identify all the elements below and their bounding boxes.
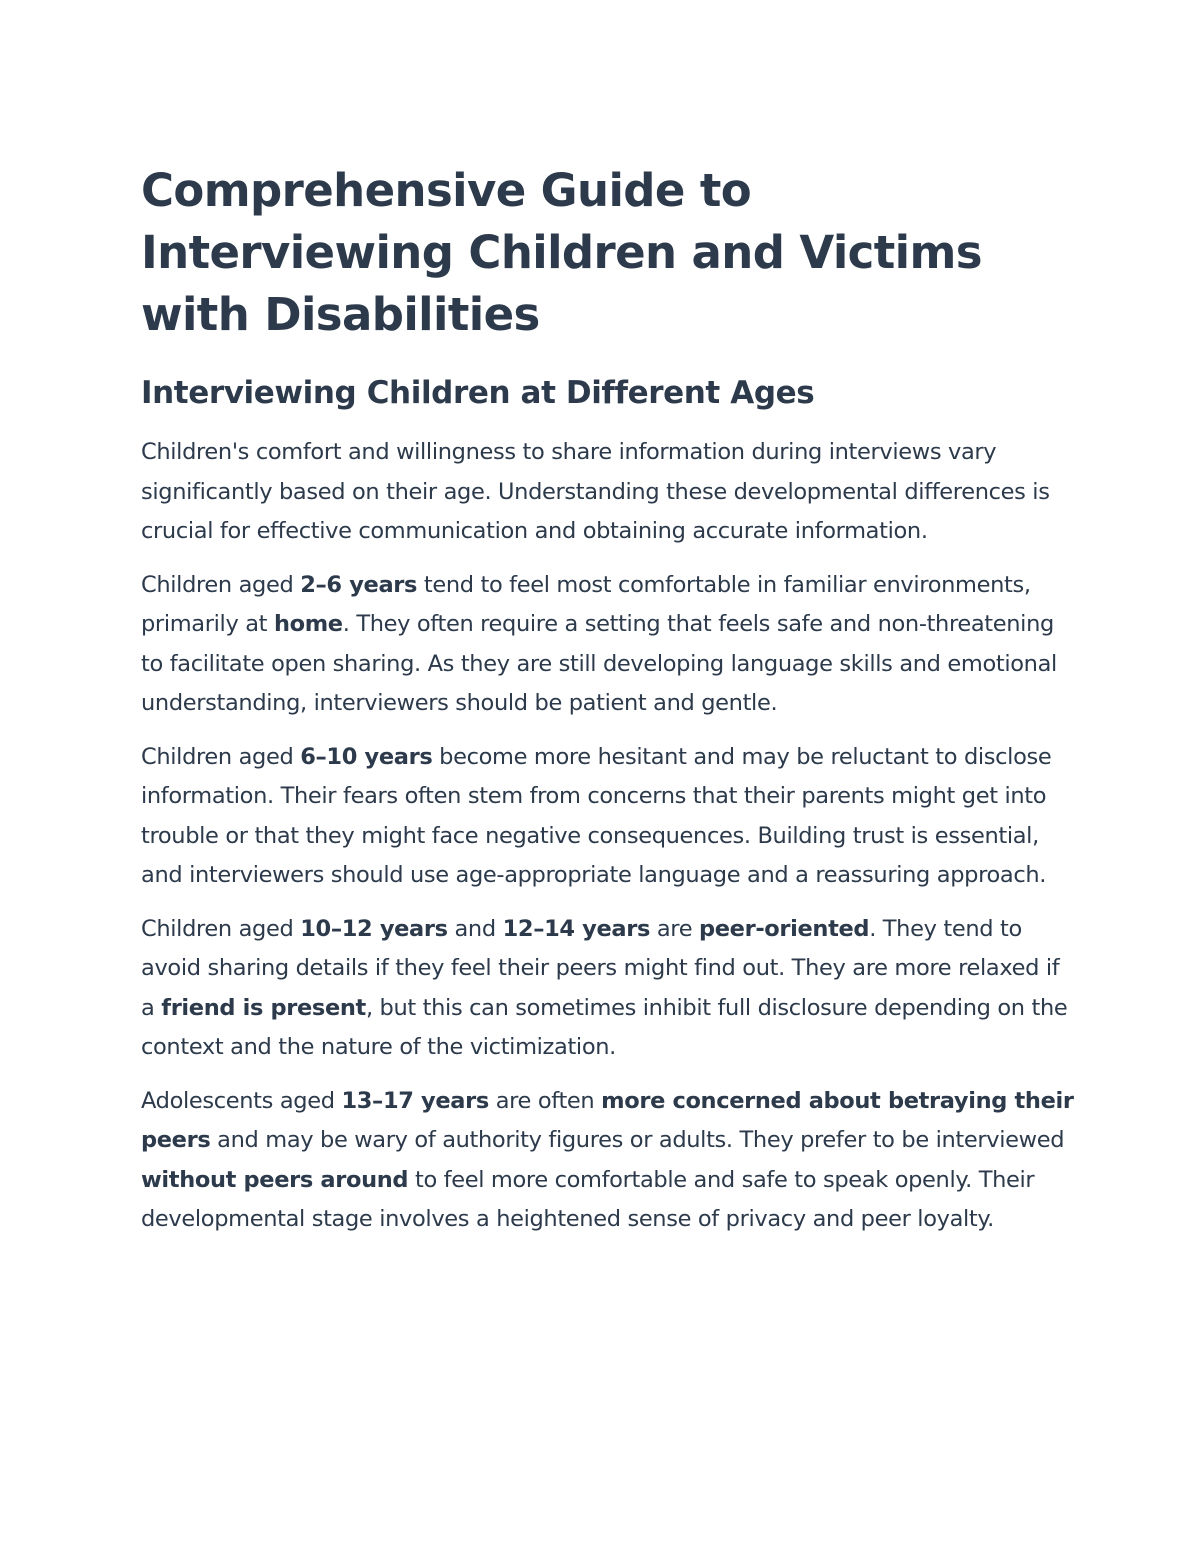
paragraph-text: are often — [488, 1087, 602, 1114]
paragraph-text: Children aged — [141, 743, 301, 770]
paragraph-ages-13-17 — [141, 1082, 1076, 1240]
emphasis-text: 12–14 years — [502, 915, 651, 942]
emphasis-text: 10–12 years — [300, 915, 448, 942]
paragraph-ages-2-6 — [141, 566, 1076, 724]
section-heading: Interviewing Children at Different Ages — [141, 375, 815, 411]
paragraph-text: and — [447, 915, 503, 942]
paragraph-text: tend to feel most comfortable in familiar environments, primarily at — [141, 571, 1031, 637]
emphasis-text: 6–10 years — [300, 743, 433, 770]
emphasis-text: more concerned about betraying their peers — [141, 1087, 1074, 1153]
paragraph-text: are — [650, 915, 699, 942]
paragraph-text: Adolescents aged — [141, 1087, 342, 1114]
intro-paragraph: Children's comfort and willingness to share information during interviews vary significantly based on their age. Understanding these developmental differences is crucial for effective communication and obtaining accurate information. — [141, 439, 1050, 544]
paragraph-text: and may be wary of authority figures or adults. They prefer to be interviewed — [210, 1127, 1065, 1153]
paragraph-text: . They often require a setting that feels safe and non-threatening to facilitate open sharing. As they are still developing language skills and emotional understanding, interviewers should be patient and gentle. — [141, 611, 1057, 716]
document-page — [141, 160, 1076, 1240]
emphasis-text: peer-oriented — [699, 915, 870, 942]
paragraph-text: Children aged — [141, 571, 301, 598]
paragraph-text: to feel more comfortable and safe to speak openly. Their developmental stage involves a heightened sense of privacy and peer loyalty. — [141, 1166, 1035, 1232]
emphasis-text: 2–6 years — [300, 571, 418, 598]
paragraph-text: . They tend to avoid sharing details if they feel their peers might find out. They are more relaxed if a — [141, 915, 1060, 1021]
paragraph-text: Children aged — [141, 915, 301, 942]
paragraph-text: , but this can sometimes inhibit full disclosure depending on the context and the nature of the victimization. — [141, 994, 1068, 1060]
emphasis-text: 13–17 years — [341, 1087, 489, 1114]
emphasis-text: friend is present — [161, 994, 366, 1021]
paragraph-ages-10-14 — [141, 910, 1076, 1068]
emphasis-text: home — [273, 611, 343, 637]
paragraph-text: become more hesitant and may be reluctant to disclose information. Their fears often stem from concerns that their parents might get into trouble or that they might face negative consequences. Building trust is essential, and interviewers should use age-appropriate language and a reassuring approach. — [141, 743, 1052, 888]
paragraph-ages-6-10 — [141, 738, 1076, 896]
document-title: Comprehensive Guide to Interviewing Children and Victims with Disabilities — [141, 164, 982, 341]
emphasis-text: without peers around — [141, 1166, 409, 1193]
